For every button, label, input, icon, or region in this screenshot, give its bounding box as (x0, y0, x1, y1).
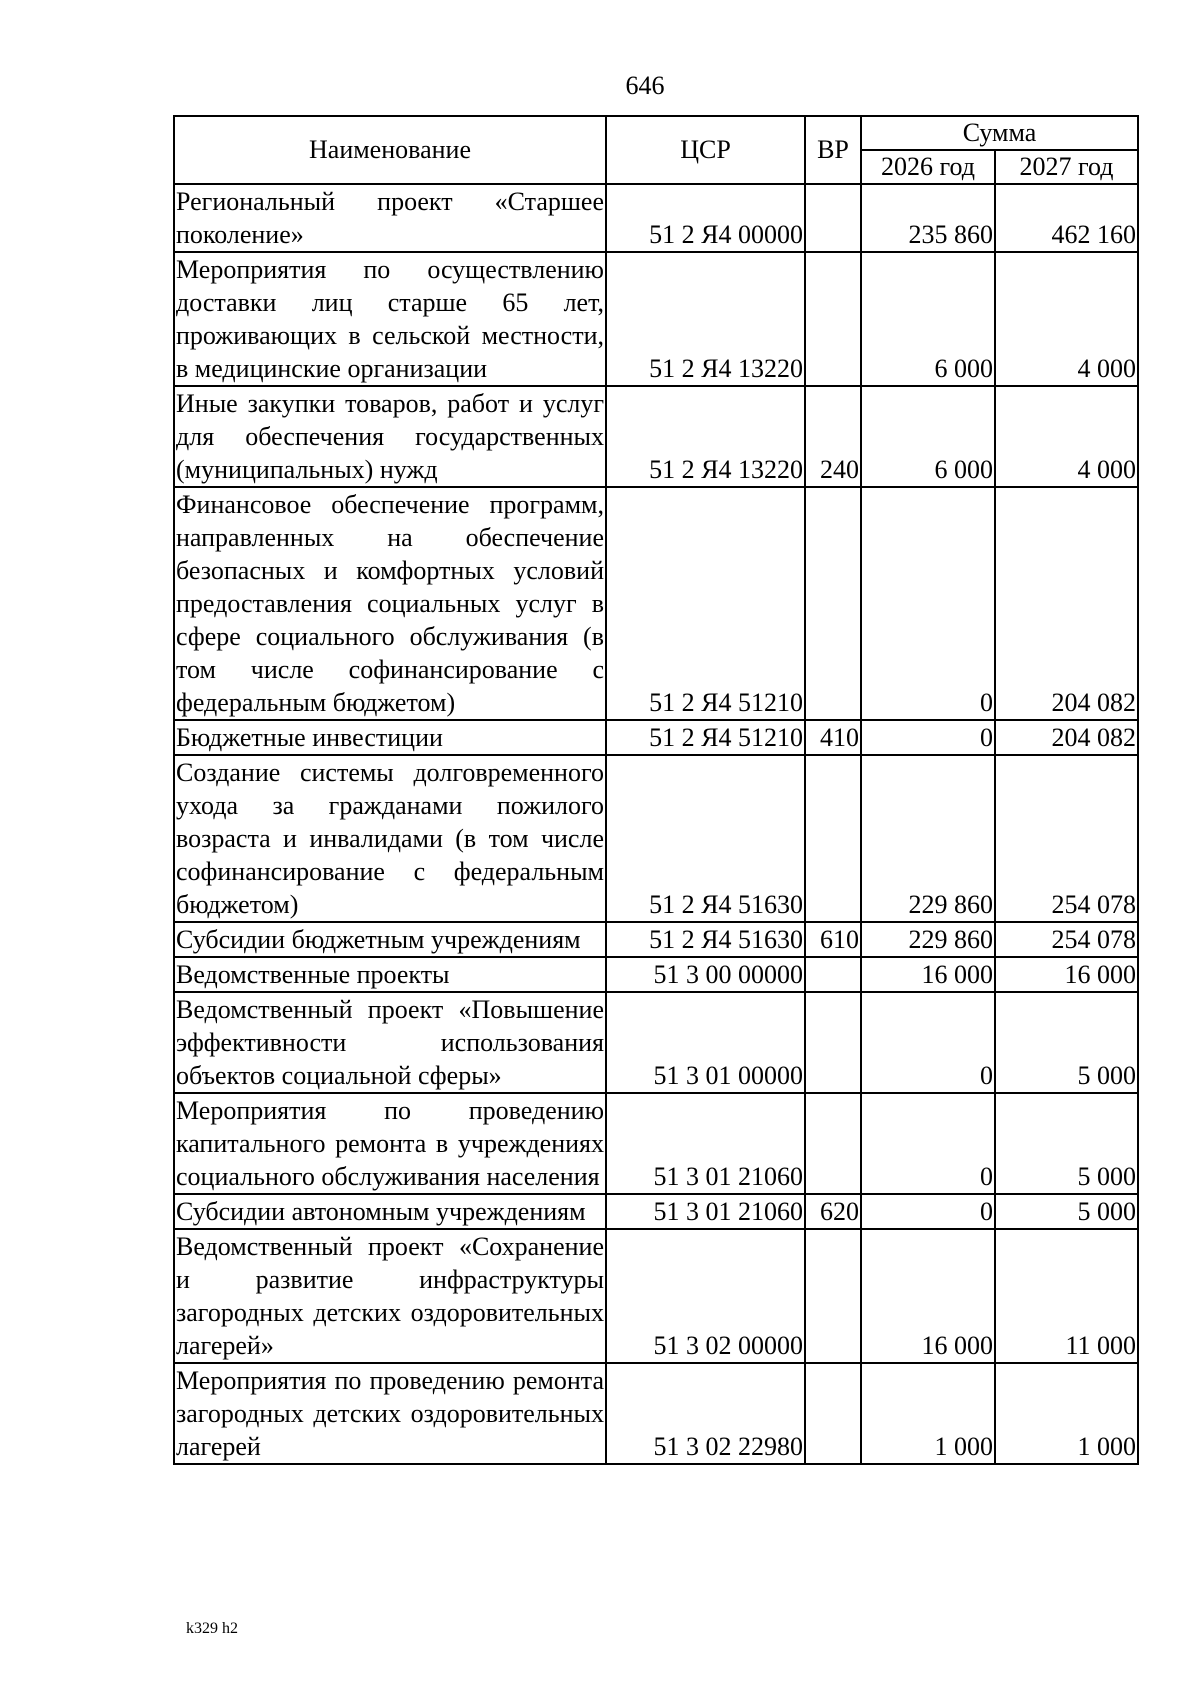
row-csr-code: 51 2 Я4 51630 (606, 922, 805, 957)
row-amount-2027: 204 082 (995, 720, 1138, 755)
row-amount-2026: 6 000 (861, 252, 995, 386)
row-name: Создание системы долговременного ухода за гражданами пожилого возраста и инвалидами (в том числе софинансирование с федеральным бюджетом) (174, 755, 606, 922)
row-name: Субсидии бюджетным учреждениям (174, 922, 606, 957)
row-amount-2027: 16 000 (995, 957, 1138, 992)
row-csr-code: 51 3 01 21060 (606, 1194, 805, 1229)
row-amount-2027: 5 000 (995, 992, 1138, 1093)
table-row (174, 252, 1138, 386)
row-csr-code: 51 2 Я4 00000 (606, 184, 805, 252)
row-csr-code: 51 2 Я4 51210 (606, 720, 805, 755)
row-name: Мероприятия по осуществлению доставки лиц старше 65 лет, проживающих в сельской местности, в медицинские организации (174, 252, 606, 386)
row-name: Ведомственный проект «Повышение эффективности использования объектов социальной сферы» (174, 992, 606, 1093)
row-amount-2026: 6 000 (861, 386, 995, 487)
row-amount-2026: 1 000 (861, 1363, 995, 1464)
row-amount-2027: 254 078 (995, 755, 1138, 922)
row-amount-2027: 4 000 (995, 386, 1138, 487)
row-name: Субсидии автономным учреждениям (174, 1194, 606, 1229)
header-year-2026: 2026 год (861, 150, 995, 184)
row-csr-code: 51 2 Я4 13220 (606, 252, 805, 386)
row-amount-2027: 11 000 (995, 1229, 1138, 1363)
header-csr: ЦСР (606, 116, 805, 184)
footer-code: k329 h2 (186, 1620, 238, 1637)
page-number: 646 (625, 71, 665, 100)
row-vr-code: 410 (805, 720, 861, 755)
row-vr-code (805, 487, 861, 720)
row-amount-2026: 229 860 (861, 922, 995, 957)
row-amount-2027: 462 160 (995, 184, 1138, 252)
row-name: Ведомственный проект «Сохранение и развитие инфраструктуры загородных детских оздоровительных лагерей» (174, 1229, 606, 1363)
table-row (174, 1363, 1138, 1464)
row-amount-2026: 0 (861, 720, 995, 755)
row-amount-2027: 254 078 (995, 922, 1138, 957)
row-name: Мероприятия по проведению капитального ремонта в учреждениях социального обслуживания населения (174, 1093, 606, 1194)
row-amount-2026: 16 000 (861, 957, 995, 992)
row-csr-code: 51 3 02 22980 (606, 1363, 805, 1464)
row-vr-code (805, 1363, 861, 1464)
row-amount-2027: 5 000 (995, 1194, 1138, 1229)
row-amount-2026: 0 (861, 992, 995, 1093)
row-csr-code: 51 3 02 00000 (606, 1229, 805, 1363)
table-header (174, 116, 1138, 184)
row-name: Региональный проект «Старшее поколение» (174, 184, 606, 252)
row-vr-code (805, 992, 861, 1093)
row-amount-2026: 229 860 (861, 755, 995, 922)
row-vr-code (805, 184, 861, 252)
row-name: Мероприятия по проведению ремонта загородных детских оздоровительных лагерей (174, 1363, 606, 1464)
header-year-2027: 2027 год (995, 150, 1138, 184)
row-name: Бюджетные инвестиции (174, 720, 606, 755)
table-row (174, 1093, 1138, 1194)
row-name: Ведомственные проекты (174, 957, 606, 992)
row-amount-2026: 0 (861, 1194, 995, 1229)
header-sum: Сумма (861, 116, 1138, 150)
row-vr-code: 610 (805, 922, 861, 957)
row-csr-code: 51 2 Я4 51630 (606, 755, 805, 922)
row-vr-code: 240 (805, 386, 861, 487)
row-vr-code (805, 1093, 861, 1194)
row-amount-2026: 16 000 (861, 1229, 995, 1363)
row-amount-2027: 204 082 (995, 487, 1138, 720)
table-row (174, 755, 1138, 922)
row-vr-code (805, 755, 861, 922)
table-row (174, 992, 1138, 1093)
budget-table (173, 115, 1139, 1465)
row-amount-2027: 1 000 (995, 1363, 1138, 1464)
table-row (174, 957, 1138, 992)
table-row (174, 1194, 1138, 1229)
row-csr-code: 51 3 01 21060 (606, 1093, 805, 1194)
row-name: Финансовое обеспечение программ, направленных на обеспечение безопасных и комфортных условий предоставления социальных услуг в сфере социального обслуживания (в том числе софинансирование с федеральным бюджетом) (174, 487, 606, 720)
table-row (174, 922, 1138, 957)
row-amount-2027: 5 000 (995, 1093, 1138, 1194)
row-vr-code (805, 252, 861, 386)
header-vr: ВР (805, 116, 861, 184)
row-amount-2026: 235 860 (861, 184, 995, 252)
table-body (174, 184, 1138, 1464)
table-row (174, 184, 1138, 252)
row-csr-code: 51 2 Я4 51210 (606, 487, 805, 720)
row-vr-code (805, 1229, 861, 1363)
row-csr-code: 51 3 01 00000 (606, 992, 805, 1093)
row-amount-2026: 0 (861, 487, 995, 720)
row-vr-code: 620 (805, 1194, 861, 1229)
table-row (174, 487, 1138, 720)
row-vr-code (805, 957, 861, 992)
table-row (174, 720, 1138, 755)
table-row (174, 386, 1138, 487)
row-name: Иные закупки товаров, работ и услуг для обеспечения государственных (муниципальных) нужд (174, 386, 606, 487)
table-row (174, 1229, 1138, 1363)
row-amount-2026: 0 (861, 1093, 995, 1194)
row-csr-code: 51 3 00 00000 (606, 957, 805, 992)
row-amount-2027: 4 000 (995, 252, 1138, 386)
row-csr-code: 51 2 Я4 13220 (606, 386, 805, 487)
header-name: Наименование (174, 116, 606, 184)
